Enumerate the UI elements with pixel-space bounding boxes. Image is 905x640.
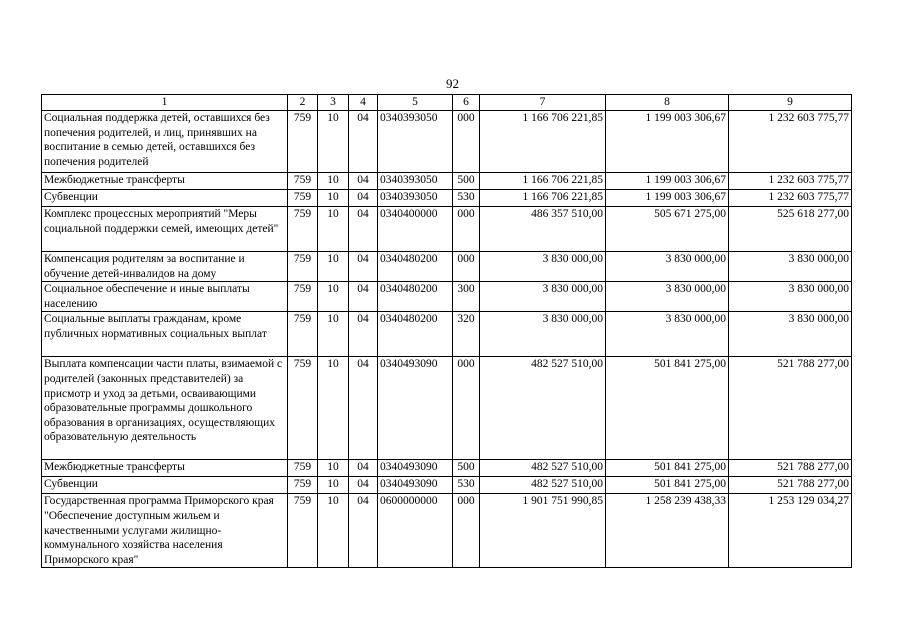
- admin-code-cell: 759: [288, 460, 318, 477]
- header-cell: 9: [729, 95, 852, 111]
- header-cell: 7: [480, 95, 606, 111]
- section-cell: 10: [318, 207, 349, 252]
- row-name-cell: Государственная программа Приморского края "Обеспечение доступным жильем и качественными услугами жилищно-коммунального хозяйства населения Приморского края": [42, 494, 288, 568]
- admin-code-cell: 759: [288, 252, 318, 282]
- expense-type-cell: 500: [453, 460, 480, 477]
- header-cell: 5: [378, 95, 453, 111]
- amount-col8-cell: 1 258 239 438,33: [606, 494, 729, 568]
- section-cell: 10: [318, 173, 349, 190]
- admin-code-cell: 759: [288, 111, 318, 173]
- amount-col9-cell: 1 232 603 775,77: [729, 173, 852, 190]
- amount-col7-cell: 3 830 000,00: [480, 312, 606, 357]
- table-row: [42, 312, 852, 357]
- amount-col8-cell: 1 199 003 306,67: [606, 173, 729, 190]
- expense-type-cell: 320: [453, 312, 480, 357]
- admin-code-cell: 759: [288, 312, 318, 357]
- amount-col8-cell: 3 830 000,00: [606, 252, 729, 282]
- amount-col7-cell: 1 166 706 221,85: [480, 173, 606, 190]
- target-article-cell: 0340480200: [378, 282, 453, 312]
- section-cell: 10: [318, 477, 349, 494]
- target-article-cell: 0340393050: [378, 111, 453, 173]
- table-row: [42, 460, 852, 477]
- table-row: [42, 494, 852, 568]
- table-row: [42, 282, 852, 312]
- admin-code-cell: 759: [288, 207, 318, 252]
- target-article-cell: 0340493090: [378, 460, 453, 477]
- header-cell: 3: [318, 95, 349, 111]
- amount-col9-cell: 521 788 277,00: [729, 460, 852, 477]
- expense-type-cell: 300: [453, 282, 480, 312]
- amount-col8-cell: 1 199 003 306,67: [606, 111, 729, 173]
- subsection-cell: 04: [349, 312, 378, 357]
- row-name-cell: Социальные выплаты гражданам, кроме публичных нормативных социальных выплат: [42, 312, 288, 357]
- row-name-cell: Межбюджетные трансферты: [42, 173, 288, 190]
- expense-type-cell: 530: [453, 477, 480, 494]
- header-cell: 8: [606, 95, 729, 111]
- subsection-cell: 04: [349, 460, 378, 477]
- subsection-cell: 04: [349, 173, 378, 190]
- target-article-cell: 0340393050: [378, 190, 453, 207]
- amount-col9-cell: 3 830 000,00: [729, 252, 852, 282]
- amount-col7-cell: 1 166 706 221,85: [480, 111, 606, 173]
- expense-type-cell: 000: [453, 357, 480, 460]
- target-article-cell: 0340393050: [378, 173, 453, 190]
- target-article-cell: 0340493090: [378, 357, 453, 460]
- admin-code-cell: 759: [288, 282, 318, 312]
- amount-col7-cell: 3 830 000,00: [480, 252, 606, 282]
- subsection-cell: 04: [349, 282, 378, 312]
- amount-col7-cell: 3 830 000,00: [480, 282, 606, 312]
- target-article-cell: 0340480200: [378, 312, 453, 357]
- amount-col8-cell: 3 830 000,00: [606, 282, 729, 312]
- table-row: [42, 111, 852, 173]
- row-name-cell: Комплекс процессных мероприятий "Меры социальной поддержки семей, имеющих детей": [42, 207, 288, 252]
- amount-col8-cell: 501 841 275,00: [606, 477, 729, 494]
- table-row: [42, 173, 852, 190]
- expense-type-cell: 000: [453, 252, 480, 282]
- amount-col7-cell: 482 527 510,00: [480, 477, 606, 494]
- header-cell: 2: [288, 95, 318, 111]
- amount-col7-cell: 486 357 510,00: [480, 207, 606, 252]
- amount-col8-cell: 3 830 000,00: [606, 312, 729, 357]
- amount-col9-cell: 525 618 277,00: [729, 207, 852, 252]
- amount-col8-cell: 1 199 003 306,67: [606, 190, 729, 207]
- target-article-cell: 0340400000: [378, 207, 453, 252]
- amount-col9-cell: 3 830 000,00: [729, 312, 852, 357]
- header-cell: 6: [453, 95, 480, 111]
- amount-col9-cell: 3 830 000,00: [729, 282, 852, 312]
- expense-type-cell: 500: [453, 173, 480, 190]
- amount-col7-cell: 482 527 510,00: [480, 460, 606, 477]
- amount-col9-cell: 1 232 603 775,77: [729, 111, 852, 173]
- subsection-cell: 04: [349, 207, 378, 252]
- amount-col8-cell: 505 671 275,00: [606, 207, 729, 252]
- row-name-cell: Субвенции: [42, 190, 288, 207]
- section-cell: 10: [318, 312, 349, 357]
- row-name-cell: Межбюджетные трансферты: [42, 460, 288, 477]
- table-row: [42, 357, 852, 460]
- admin-code-cell: 759: [288, 357, 318, 460]
- row-name-cell: Социальное обеспечение и иные выплаты населению: [42, 282, 288, 312]
- table-row: [42, 252, 852, 282]
- table-row: [42, 190, 852, 207]
- amount-col7-cell: 1 166 706 221,85: [480, 190, 606, 207]
- table-row: [42, 207, 852, 252]
- subsection-cell: 04: [349, 190, 378, 207]
- page-number: 92: [446, 76, 459, 91]
- expense-type-cell: 000: [453, 207, 480, 252]
- target-article-cell: 0340480200: [378, 252, 453, 282]
- admin-code-cell: 759: [288, 173, 318, 190]
- subsection-cell: 04: [349, 494, 378, 568]
- header-cell: 1: [42, 95, 288, 111]
- row-name-cell: Компенсация родителям за воспитание и обучение детей-инвалидов на дому: [42, 252, 288, 282]
- row-name-cell: Выплата компенсации части платы, взимаемой с родителей (законных представителей) за присмотр и уход за детьми, осваивающими образовательные программы дошкольного образования в организациях, осуществляющих образовательную деятельность: [42, 357, 288, 460]
- section-cell: 10: [318, 282, 349, 312]
- subsection-cell: 04: [349, 357, 378, 460]
- admin-code-cell: 759: [288, 494, 318, 568]
- target-article-cell: 0340493090: [378, 477, 453, 494]
- section-cell: 10: [318, 460, 349, 477]
- subsection-cell: 04: [349, 111, 378, 173]
- amount-col7-cell: 1 901 751 990,85: [480, 494, 606, 568]
- section-cell: 10: [318, 190, 349, 207]
- row-name-cell: Субвенции: [42, 477, 288, 494]
- expense-type-cell: 000: [453, 111, 480, 173]
- table-row: [42, 477, 852, 494]
- expense-type-cell: 530: [453, 190, 480, 207]
- section-cell: 10: [318, 357, 349, 460]
- amount-col7-cell: 482 527 510,00: [480, 357, 606, 460]
- header-cell: 4: [349, 95, 378, 111]
- section-cell: 10: [318, 111, 349, 173]
- section-cell: 10: [318, 494, 349, 568]
- subsection-cell: 04: [349, 477, 378, 494]
- row-name-cell: Социальная поддержка детей, оставшихся без попечения родителей, и лиц, принявших на воспитание в семью детей, оставшихся без попечения родителей: [42, 111, 288, 173]
- amount-col9-cell: 521 788 277,00: [729, 477, 852, 494]
- admin-code-cell: 759: [288, 190, 318, 207]
- subsection-cell: 04: [349, 252, 378, 282]
- amount-col9-cell: 1 253 129 034,27: [729, 494, 852, 568]
- amount-col9-cell: 521 788 277,00: [729, 357, 852, 460]
- budget-table: [41, 94, 852, 568]
- admin-code-cell: 759: [288, 477, 318, 494]
- amount-col9-cell: 1 232 603 775,77: [729, 190, 852, 207]
- header-row: [42, 95, 852, 111]
- section-cell: 10: [318, 252, 349, 282]
- amount-col8-cell: 501 841 275,00: [606, 460, 729, 477]
- amount-col8-cell: 501 841 275,00: [606, 357, 729, 460]
- target-article-cell: 0600000000: [378, 494, 453, 568]
- expense-type-cell: 000: [453, 494, 480, 568]
